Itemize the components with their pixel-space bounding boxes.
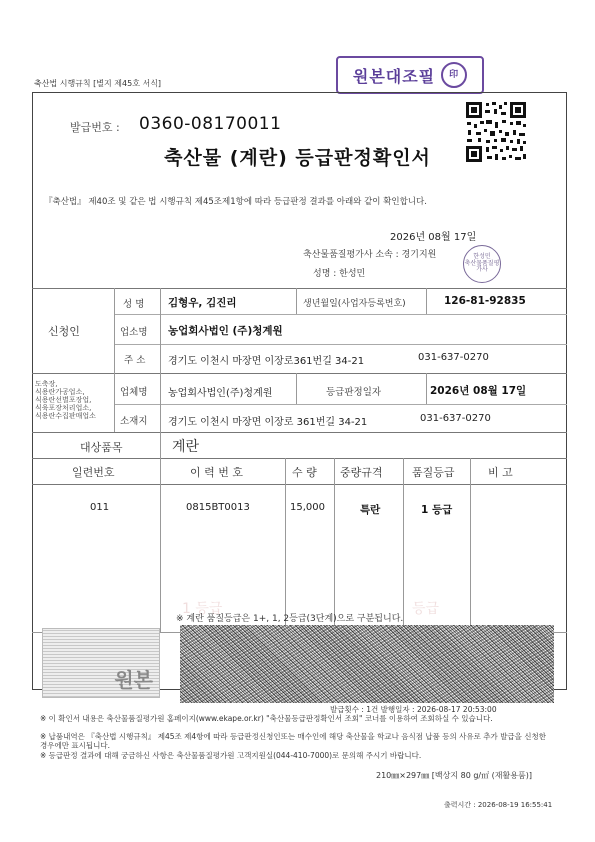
- applicant-address: 경기도 이천시 마장면 이장로361번길 34-21: [168, 356, 365, 367]
- original-copy-stamp: [336, 56, 484, 94]
- name-label: 성 명: [123, 299, 145, 310]
- col-trace-header: 이 력 번 호: [190, 466, 243, 479]
- divider: [32, 373, 567, 374]
- divider: [403, 458, 404, 632]
- stamp-text: 원본대조필: [352, 66, 436, 86]
- divider: [285, 458, 286, 632]
- grading-date: 2026년 08월 17일: [430, 385, 527, 397]
- facility-phone: 031-637-0270: [420, 413, 491, 424]
- company-name: 농업회사법인 (주)청계원: [168, 325, 283, 337]
- company-label: 업소명: [120, 327, 148, 338]
- applicant-section-label: 신청인: [48, 325, 80, 338]
- business-label: 업체명: [120, 387, 148, 398]
- divider: [160, 432, 161, 632]
- facility-location: 경기도 이천시 마장면 이장로 361번길 34-21: [168, 417, 368, 428]
- paper-spec: 210㎜×297㎜ [백상지 80 g/㎡ (재활용품)]: [376, 771, 532, 780]
- document-title: 축산물 (계란) 등급판정확인서: [164, 147, 431, 169]
- issue-number-label: 발급번호 :: [70, 121, 120, 134]
- business-name: 농업회사법인(주)청계원: [168, 388, 273, 399]
- divider: [296, 373, 297, 404]
- birth-label: 생년월일(사업자등록번호): [303, 299, 406, 309]
- seal-icon: 印: [441, 62, 467, 88]
- issue-date: 2026년 08월 17일: [390, 232, 477, 243]
- grader-affiliation: 축산물품질평가사 소속 : 경기지원: [303, 250, 437, 260]
- applicant-name: 김형우, 김진리: [168, 297, 237, 309]
- col-weight-header: 중량규격: [340, 466, 383, 479]
- original-watermark: 원본: [42, 628, 160, 698]
- legal-basis-text: 『축산법』 제40조 및 같은 법 시행규칙 제45조제1항에 따라 등급판정 결과를 아래와 같이 확인합니다.: [44, 197, 427, 207]
- output-time: 출력시간 : 2026-08-19 16:55:41: [444, 801, 553, 809]
- divider: [32, 458, 567, 459]
- col-qty-header: 수 량: [292, 466, 317, 479]
- form-reference: 축산법 시행규칙 [별지 제45호 서식]: [34, 79, 162, 88]
- divider: [114, 288, 115, 432]
- grader-name: 성명 : 한성민: [313, 269, 366, 279]
- target-item-label: 대상품목: [80, 441, 123, 454]
- footnote-3: ※ 등급판정 결과에 대해 궁금하신 사항은 축산물품질평가원 고객지원실(044-410-7000)로 문의해 주시기 바랍니다.: [40, 751, 422, 760]
- row-weight-class: 특란: [360, 504, 381, 516]
- divider: [470, 458, 471, 632]
- divider: [115, 314, 567, 315]
- print-info: 발급횟수 : 1건 발행일자 : 2026-08-17 20:53:00: [330, 705, 497, 714]
- grader-seal: 한성민 축산물품질평가사: [463, 245, 501, 283]
- divider: [32, 288, 567, 289]
- col-grade-header: 품질등급: [412, 466, 455, 479]
- address-label: 주 소: [124, 355, 146, 366]
- row-serial: 011: [90, 502, 110, 513]
- grading-date-label: 등급판정일자: [326, 387, 382, 398]
- row-grade: 1 등급: [421, 504, 453, 516]
- divider: [160, 288, 161, 432]
- divider: [32, 432, 567, 433]
- col-serial-header: 일련번호: [72, 466, 115, 479]
- grade-note: ※ 계란 품질등급은 1+, 1, 2등급(3단계)으로 구분됩니다.: [176, 614, 404, 624]
- divider: [334, 458, 335, 632]
- row-trace-number: 0815BT0013: [186, 502, 250, 513]
- col-remark-header: 비 고: [488, 466, 513, 479]
- footnote-2: ※ 납품내역은 『축산법 시행규칙』 제45조 제4항에 따라 등급판정신청인또는 매수인에 해당 축산물을 학교나 음식점 납품 등의 사유로 추가 발급을 신청한 경우에만 표시됩니다.: [40, 732, 546, 750]
- footnote-1: ※ 이 확인서 내용은 축산물품질평가원 홈페이지(www.ekape.or.kr) "축산물등급판정확인서 조회" 코너를 이용하여 조회하실 수 있습니다.: [40, 714, 493, 723]
- divider: [115, 344, 567, 345]
- applicant-phone: 031-637-0270: [418, 352, 489, 363]
- divider: [115, 404, 567, 405]
- divider: [32, 484, 567, 485]
- divider: [426, 373, 427, 404]
- target-item-value: 계란: [172, 439, 200, 455]
- security-pattern: [180, 625, 554, 703]
- business-number: 126-81-92835: [444, 295, 526, 307]
- ghost-grade-text: 등급: [412, 601, 440, 617]
- issue-number: 0360-08170011: [139, 114, 282, 134]
- location-label: 소재지: [120, 416, 148, 427]
- row-quantity: 15,000: [290, 502, 325, 513]
- ghost-grade-text: 1 등급: [182, 601, 223, 617]
- divider: [426, 288, 427, 314]
- divider: [296, 288, 297, 314]
- facility-section-label: 도축장, 식용란가공업소, 식용란선별포장업, 식육포장처리업소, 식용란수집판매업소: [35, 380, 96, 421]
